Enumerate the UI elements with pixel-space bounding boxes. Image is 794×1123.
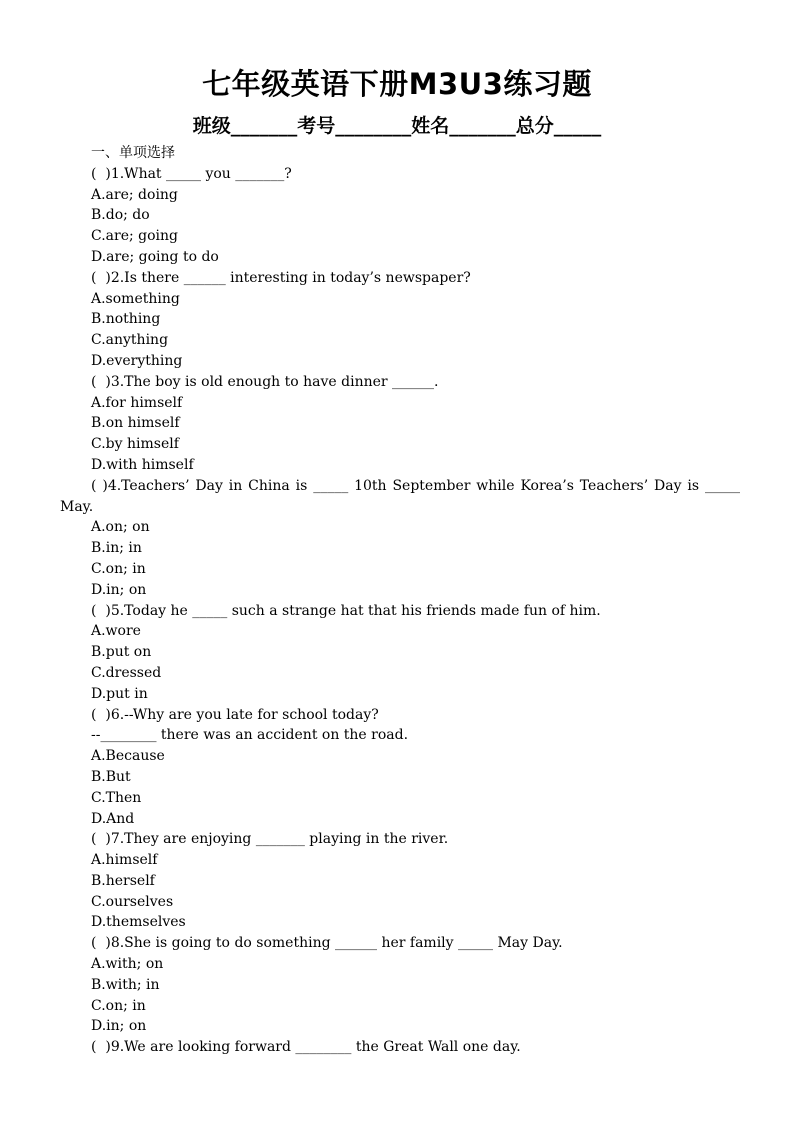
answer-option: C.dressed bbox=[91, 664, 162, 681]
answer-option: B.herself bbox=[91, 872, 155, 889]
worksheet-body bbox=[60, 143, 740, 1058]
answer-option: D.in; on bbox=[91, 581, 147, 598]
answer-option: D.in; on bbox=[91, 1018, 147, 1035]
answer-option: D.everything bbox=[91, 352, 183, 369]
answer-option: C.are; going bbox=[91, 228, 179, 245]
answer-option: D.with himself bbox=[91, 456, 194, 473]
answer-option: A.for himself bbox=[91, 394, 183, 411]
question-stem: ( )1.What _____ you _______? bbox=[91, 165, 292, 182]
answer-option: A.are; doing bbox=[91, 186, 178, 203]
question-stem: ( )3.The boy is old enough to have dinner ______. bbox=[91, 373, 439, 390]
question-stem: ( )2.Is there ______ interesting in today’s newspaper? bbox=[91, 269, 471, 286]
answer-option: B.with; in bbox=[91, 976, 160, 993]
question-stem: ( )9.We are looking forward ________ the Great Wall one day. bbox=[91, 1039, 521, 1056]
answer-option: A.on; on bbox=[91, 519, 150, 536]
answer-option: D.And bbox=[91, 810, 135, 827]
answer-option: B.on himself bbox=[91, 415, 180, 432]
answer-option: B.nothing bbox=[91, 311, 161, 328]
question-stem: ( )6.--Why are you late for school today? bbox=[91, 706, 379, 723]
answer-option: C.Then bbox=[91, 789, 142, 806]
answer-option: A.something bbox=[91, 290, 180, 307]
answer-option: A.with; on bbox=[91, 956, 164, 973]
answer-option: C.on; in bbox=[91, 997, 146, 1014]
worksheet-title: 七年级英语下册M3U3练习题 bbox=[202, 67, 592, 101]
answer-option: D.themselves bbox=[91, 914, 186, 931]
answer-option: D.put in bbox=[91, 685, 148, 702]
answer-option: D.are; going to do bbox=[91, 248, 219, 265]
question-stem: ( )8.She is going to do something ______ her family _____ May Day. bbox=[91, 935, 563, 952]
answer-option: C.anything bbox=[91, 332, 169, 349]
answer-option: C.ourselves bbox=[91, 893, 174, 910]
question-stem-reply: --________ there was an accident on the road. bbox=[91, 727, 409, 744]
answer-option: B.put on bbox=[91, 644, 152, 661]
section-heading: 一、单项选择 bbox=[91, 145, 175, 161]
student-info-line: 班级_______考号________姓名_______总分_____ bbox=[192, 115, 602, 137]
answer-option: A.himself bbox=[91, 852, 158, 869]
answer-option: B.do; do bbox=[91, 207, 150, 224]
answer-option: B.in; in bbox=[91, 540, 142, 557]
answer-option: B.But bbox=[91, 768, 131, 785]
answer-option: A.Because bbox=[91, 748, 165, 765]
question-stem: ( )4.Teachers’ Day in China is _____ 10th September while Korea’s Teachers’ Day is _____ May. bbox=[60, 477, 740, 515]
answer-option: A.wore bbox=[91, 623, 141, 640]
question-stem: ( )5.Today he _____ such a strange hat that his friends made fun of him. bbox=[91, 602, 601, 619]
question-stem: ( )7.They are enjoying _______ playing in the river. bbox=[91, 831, 449, 848]
answer-option: C.by himself bbox=[91, 436, 179, 453]
answer-option: C.on; in bbox=[91, 560, 146, 577]
